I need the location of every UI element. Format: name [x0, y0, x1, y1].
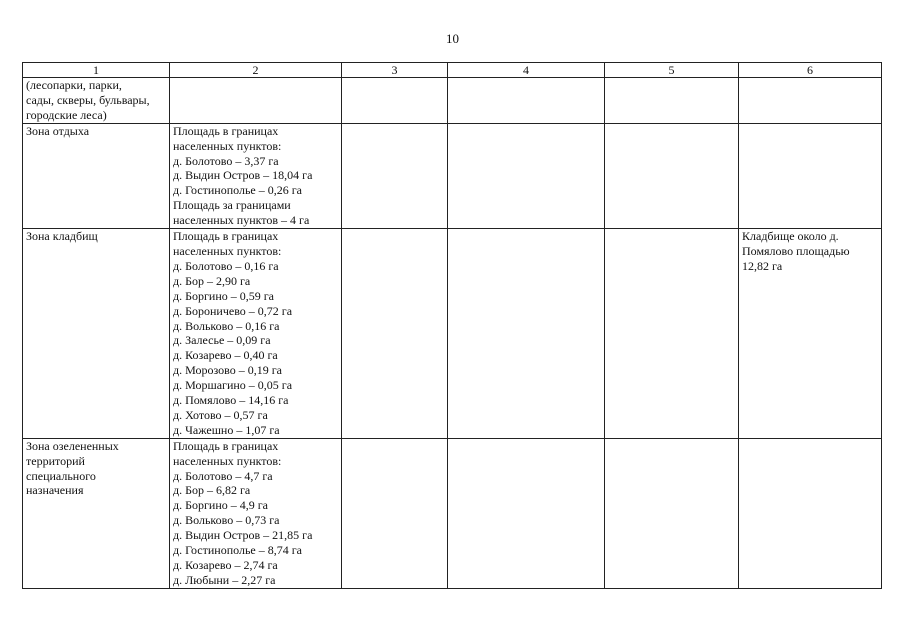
table-body: [23, 78, 882, 589]
cell-line: Помялово площадью: [742, 243, 850, 258]
cell-line: Зона кладбищ: [26, 229, 98, 244]
column-5-cell: [605, 229, 739, 439]
cell-line: д. Болотово – 3,37 га: [173, 153, 279, 168]
zone-name-cell: [23, 229, 170, 439]
cell-line: д. Боргино – 0,59 га: [173, 288, 275, 303]
table-row-recreation-zone: [23, 123, 882, 228]
cell-line: д. Помялово – 14,16 га: [173, 393, 289, 408]
cell-line: д. Вольково – 0,16 га: [173, 318, 280, 333]
cell-line: населенных пунктов – 4 га: [173, 213, 310, 228]
cell-line: Кладбище около д.: [742, 229, 839, 244]
zone-area-cell: [170, 438, 342, 588]
column-4-cell: [448, 123, 605, 228]
zones-table: [22, 62, 882, 589]
column-3-cell: [342, 438, 448, 588]
page-number: 10: [446, 31, 459, 46]
cell-line: д. Выдин Остров – 18,04 га: [173, 168, 313, 183]
zone-name-cell: [23, 123, 170, 228]
column-header: 3: [342, 63, 448, 78]
column-4-cell: [448, 229, 605, 439]
column-6-cell: [739, 229, 882, 439]
cell-line: населенных пунктов:: [173, 453, 282, 468]
cell-line: городские леса): [26, 107, 107, 122]
column-5-cell: [605, 123, 739, 228]
cell-line: д. Козарево – 2,74 га: [173, 558, 278, 572]
cell-line: д. Морозово – 0,19 га: [173, 363, 282, 378]
cell-line: д. Выдин Остров – 21,85 га: [173, 528, 313, 543]
zone-name-cell: [23, 78, 170, 124]
cell-line: д. Бор – 2,90 га: [173, 273, 251, 288]
column-header: 1: [23, 63, 170, 78]
cell-line: сады, скверы, бульвары,: [26, 92, 150, 107]
column-3-cell: [342, 78, 448, 124]
column-header: 6: [739, 63, 882, 78]
cell-line: д. Хотово – 0,57 га: [173, 407, 268, 422]
cell-line: Площадь в границах: [173, 123, 279, 138]
cell-line: 12,82 га: [742, 258, 783, 273]
column-6-cell: [739, 123, 882, 228]
column-6-cell: [739, 438, 882, 588]
cell-line: специального: [26, 468, 96, 483]
cell-line: Площадь за границами: [173, 198, 291, 213]
column-3-cell: [342, 123, 448, 228]
zone-area-cell: [170, 78, 342, 124]
table-header-row: [23, 63, 882, 78]
cell-line: д. Любыни – 2,27 га: [173, 572, 276, 587]
cell-line: д. Залесье – 0,09 га: [173, 333, 271, 348]
column-4-cell: [448, 78, 605, 124]
column-5-cell: [605, 78, 739, 124]
cell-line: д. Болотово – 0,16 га: [173, 258, 279, 273]
cell-line: Зона отдыха: [26, 123, 90, 138]
cell-line: д. Чажешно – 1,07 га: [173, 422, 280, 437]
cell-line: д. Болотово – 4,7 га: [173, 468, 273, 483]
cell-line: населенных пунктов:: [173, 243, 282, 258]
cell-line: (лесопарки, парки,: [26, 78, 122, 92]
cell-line: д. Вольково – 0,73 га: [173, 513, 280, 528]
table-row-green-zone: [23, 438, 882, 588]
cell-line: территорий: [26, 453, 85, 468]
cell-line: Зона озелененных: [26, 438, 119, 453]
cell-line: Площадь в границах: [173, 438, 279, 453]
column-3-cell: [342, 229, 448, 439]
zone-area-cell: [170, 123, 342, 228]
column-header: 2: [170, 63, 342, 78]
column-header: 4: [448, 63, 605, 78]
table-row-parks-continued: [23, 78, 882, 124]
column-6-cell: [739, 78, 882, 124]
cell-line: д. Гостинополье – 8,74 га: [173, 543, 302, 558]
cell-line: д. Бороничево – 0,72 га: [173, 303, 293, 318]
cell-line: д. Бор – 6,82 га: [173, 483, 251, 498]
cell-line: населенных пунктов:: [173, 138, 282, 153]
cell-line: Площадь в границах: [173, 229, 279, 244]
cell-line: д. Козарево – 0,40 га: [173, 348, 278, 363]
column-5-cell: [605, 438, 739, 588]
table-row-cemetery-zone: [23, 229, 882, 439]
column-header: 5: [605, 63, 739, 78]
cell-line: д. Боргино – 4,9 га: [173, 498, 269, 513]
cell-line: д. Моршагино – 0,05 га: [173, 378, 293, 393]
zone-name-cell: [23, 438, 170, 588]
column-4-cell: [448, 438, 605, 588]
cell-line: д. Гостинополье – 0,26 га: [173, 183, 302, 198]
zone-area-cell: [170, 229, 342, 439]
cell-line: назначения: [26, 483, 84, 498]
